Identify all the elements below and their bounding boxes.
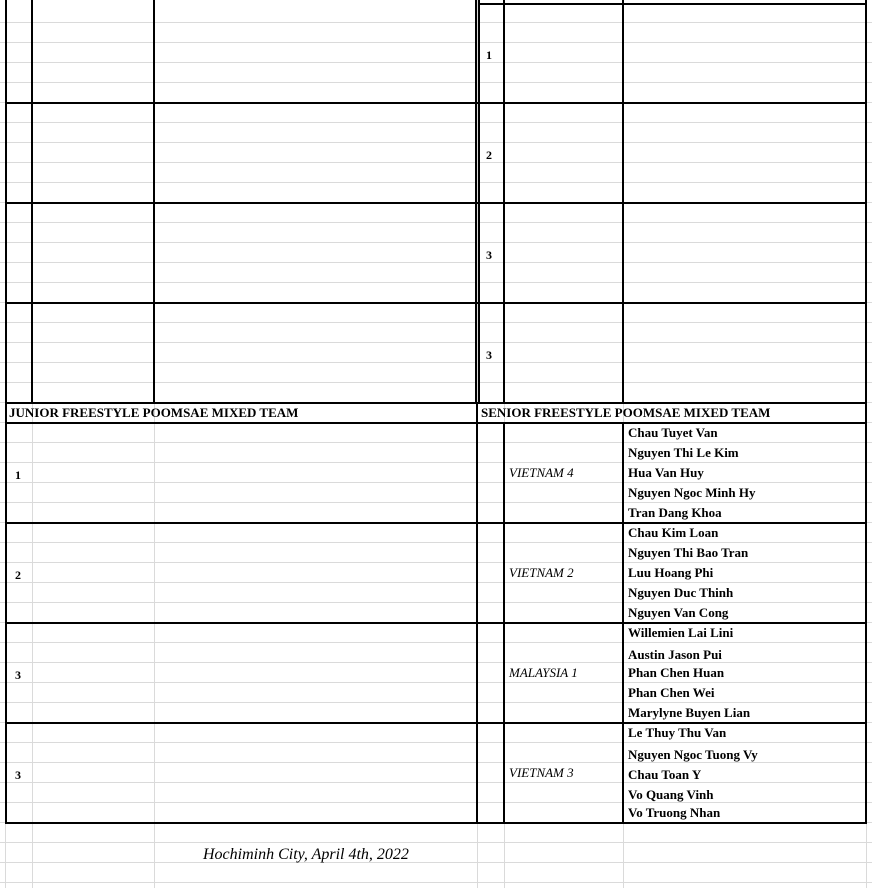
upper-rank-3: 3: [486, 248, 492, 262]
team-member: Nguyen Ngoc Minh Hy: [628, 485, 756, 500]
border-line: [503, 422, 505, 824]
team-member: Nguyen Van Cong: [628, 605, 729, 620]
border-line: [476, 402, 478, 824]
border-line: [622, 0, 624, 404]
junior-rank-2: 2: [15, 568, 21, 582]
border-line: [478, 0, 480, 404]
border-line: [5, 402, 7, 824]
team-member: Phan Chen Huan: [628, 665, 725, 680]
senior-team-2: VIETNAM 2: [509, 565, 574, 580]
border-line: [865, 402, 867, 824]
team-member: Nguyen Thi Bao Tran: [628, 545, 749, 560]
team-member: Tran Dang Khoa: [628, 505, 722, 520]
border-line: [5, 0, 7, 404]
team-member: Phan Chen Wei: [628, 685, 715, 700]
team-member: Le Thuy Thu Van: [628, 725, 727, 740]
border-line: [478, 3, 867, 5]
border-line: [5, 522, 867, 524]
team-member: Austin Jason Pui: [628, 647, 722, 662]
junior-rank-1: 1: [15, 468, 21, 482]
team-member: Nguyen Ngoc Tuong Vy: [628, 747, 758, 762]
place-date: Hochiminh City, April 4th, 2022: [203, 846, 409, 863]
border-line: [475, 0, 477, 404]
team-member: Vo Quang Vinh: [628, 787, 714, 802]
team-member: Chau Tuyet Van: [628, 425, 718, 440]
border-line: [622, 422, 624, 824]
border-line: [5, 102, 867, 104]
border-line: [865, 0, 867, 404]
team-member: Chau Kim Loan: [628, 525, 719, 540]
team-member: Hua Van Huy: [628, 465, 704, 480]
team-member: Luu Hoang Phi: [628, 565, 714, 580]
senior-section-title: SENIOR FREESTYLE POOMSAE MIXED TEAM: [481, 405, 771, 420]
border-line: [503, 0, 505, 404]
upper-rank-4: 3: [486, 348, 492, 362]
junior-section-title: JUNIOR FREESTYLE POOMSAE MIXED TEAM: [9, 405, 299, 420]
border-line: [5, 302, 867, 304]
team-member: Nguyen Duc Thinh: [628, 585, 734, 600]
junior-rank-3: 3: [15, 668, 21, 682]
team-member: Vo Truong Nhan: [628, 805, 721, 820]
upper-rank-2: 2: [486, 148, 492, 162]
team-member: Willemien Lai Lini: [628, 625, 734, 640]
team-member: Chau Toan Y: [628, 767, 702, 782]
senior-team-3: MALAYSIA 1: [509, 665, 578, 680]
border-line: [31, 0, 33, 404]
team-member: Nguyen Thi Le Kim: [628, 445, 739, 460]
junior-rank-4: 3: [15, 768, 21, 782]
border-line: [5, 822, 867, 824]
senior-team-1: VIETNAM 4: [509, 465, 574, 480]
upper-rank-1: 1: [486, 48, 492, 62]
border-line: [5, 202, 867, 204]
border-line: [5, 622, 867, 624]
senior-team-4: VIETNAM 3: [509, 765, 574, 780]
team-member: Marylyne Buyen Lian: [628, 705, 751, 720]
border-line: [153, 0, 155, 404]
